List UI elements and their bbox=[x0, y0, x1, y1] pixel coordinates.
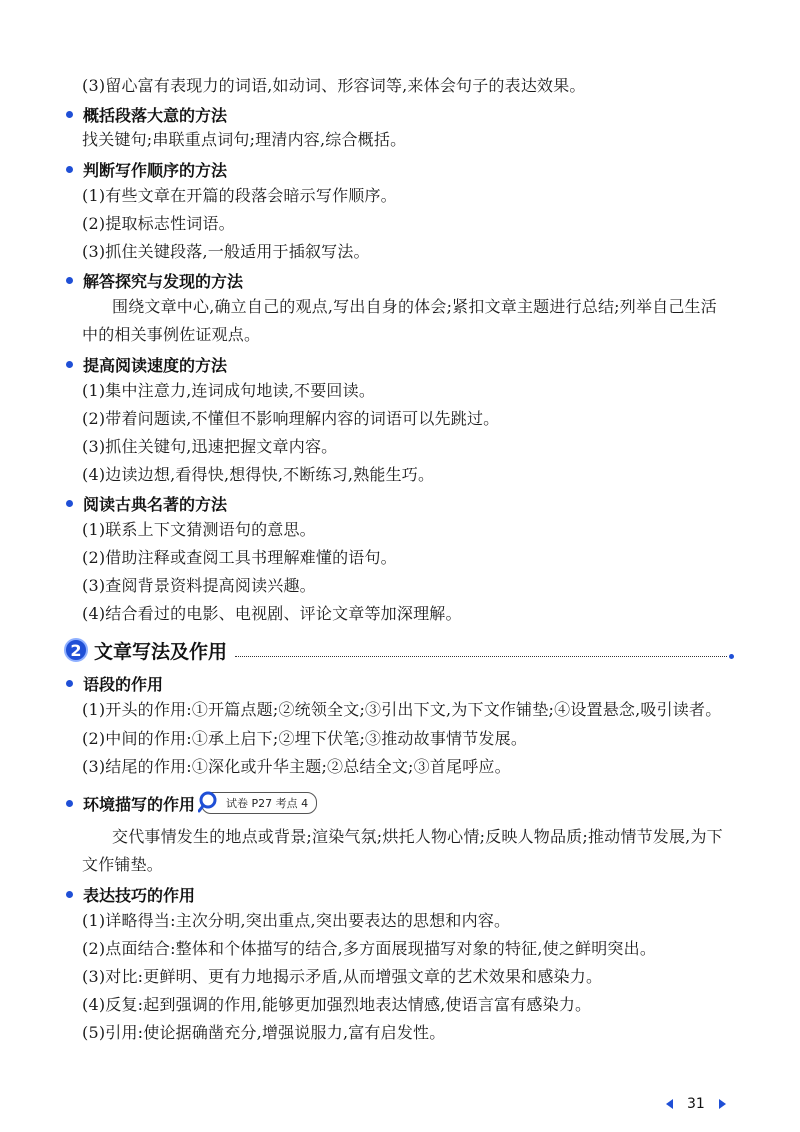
bullet-dot-icon bbox=[66, 111, 73, 118]
subheading bbox=[66, 269, 243, 291]
subheading bbox=[66, 158, 227, 180]
text-line: 找关键句;串联重点词句;理清内容,综合概括。 bbox=[82, 130, 407, 149]
subheading bbox=[66, 492, 227, 514]
text-line: (3)查阅背景资料提高阅读兴趣。 bbox=[82, 576, 316, 595]
subheading-label: 提高阅读速度的方法 bbox=[83, 355, 228, 375]
text-line: (4)边读边想,看得快,想得快,不断练习,熟能生巧。 bbox=[82, 465, 435, 484]
text-line: (3)留心富有表现力的词语,如动词、形容词等,来体会句子的表达效果。 bbox=[82, 76, 586, 95]
text-line: (2)借助注释或查阅工具书理解难懂的语句。 bbox=[82, 548, 397, 567]
text-line: (1)联系上下文猜测语句的意思。 bbox=[82, 520, 316, 539]
text-line: (2)中间的作用:①承上启下;②埋下伏笔;③推动故事情节发展。 bbox=[82, 729, 528, 748]
page-footer bbox=[666, 1094, 726, 1114]
subheading-label: 阅读古典名著的方法 bbox=[83, 494, 228, 514]
subheading-label: 概括段落大意的方法 bbox=[83, 105, 228, 125]
text-line: (2)点面结合:整体和个体描写的结合,多方面展现描写对象的特征,使之鲜明突出。 bbox=[82, 939, 657, 958]
page-number: 31 bbox=[687, 1096, 705, 1112]
text-line: (3)结尾的作用:①深化或升华主题;②总结全文;③首尾呼应。 bbox=[82, 757, 511, 776]
bullet-dot-icon bbox=[66, 277, 73, 284]
section-heading bbox=[64, 636, 734, 664]
bullet-dot-icon bbox=[66, 361, 73, 368]
subheading bbox=[66, 792, 317, 814]
rule-end-dot-icon bbox=[729, 654, 734, 659]
subheading-label: 语段的作用 bbox=[83, 674, 164, 694]
text-line: (3)对比:更鲜明、更有力地揭示矛盾,从而增强文章的艺术效果和感染力。 bbox=[82, 967, 603, 986]
subheading-label: 环境描写的作用 bbox=[83, 794, 196, 814]
bullet-dot-icon bbox=[66, 680, 73, 687]
text-line: (4)反复:起到强调的作用,能够更加强烈地表达情感,使语言富有感染力。 bbox=[82, 995, 592, 1014]
exam-reference-label: 试卷 P27 考点 4 bbox=[226, 797, 309, 810]
prev-page-icon[interactable] bbox=[666, 1099, 673, 1109]
text-line: 文作铺垫。 bbox=[82, 855, 164, 874]
section-number-badge: 2 bbox=[64, 638, 88, 662]
next-page-icon[interactable] bbox=[719, 1099, 726, 1109]
subheading-label: 解答探究与发现的方法 bbox=[83, 271, 244, 291]
text-line: (1)开头的作用:①开篇点题;②统领全文;③引出下文,为下文作铺垫;④设置悬念,吸引读者。 bbox=[82, 700, 722, 719]
text-line: (1)详略得当:主次分明,突出重点,突出要表达的思想和内容。 bbox=[82, 911, 511, 930]
subheading bbox=[66, 672, 163, 694]
text-line: (2)带着问题读,不懂但不影响理解内容的词语可以先跳过。 bbox=[82, 409, 500, 428]
bullet-dot-icon bbox=[66, 166, 73, 173]
text-line: (5)引用:使论据确凿充分,增强说服力,富有启发性。 bbox=[82, 1023, 446, 1042]
subheading-label: 表达技巧的作用 bbox=[83, 885, 196, 905]
text-line: (1)集中注意力,连词成句地读,不要回读。 bbox=[82, 381, 376, 400]
text-line: (3)抓住关键段落,一般适用于插叙写法。 bbox=[82, 242, 370, 261]
text-line: 围绕文章中心,确立自己的观点,写出自身的体会;紧扣文章主题进行总结;列举自己生活 bbox=[112, 297, 717, 316]
subheading bbox=[66, 883, 195, 905]
subheading bbox=[66, 353, 227, 375]
dotted-rule bbox=[235, 656, 727, 657]
text-line: 交代事情发生的地点或背景;渲染气氛;烘托人物心情;反映人物品质;推动情节发展,为下 bbox=[112, 827, 723, 846]
bullet-dot-icon bbox=[66, 800, 73, 807]
text-line: (3)抓住关键句,迅速把握文章内容。 bbox=[82, 437, 338, 456]
text-line: (2)提取标志性词语。 bbox=[82, 214, 235, 233]
subheading bbox=[66, 103, 227, 125]
bullet-dot-icon bbox=[66, 891, 73, 898]
exam-reference-tag[interactable] bbox=[201, 792, 317, 814]
text-line: (4)结合看过的电影、电视剧、评论文章等加深理解。 bbox=[82, 604, 462, 623]
section-title: 文章写法及作用 bbox=[94, 640, 228, 663]
magnifier-icon bbox=[198, 791, 218, 813]
subheading-label: 判断写作顺序的方法 bbox=[83, 160, 228, 180]
text-line: (1)有些文章在开篇的段落会暗示写作顺序。 bbox=[82, 186, 397, 205]
text-line: 中的相关事例佐证观点。 bbox=[82, 325, 261, 344]
bullet-dot-icon bbox=[66, 500, 73, 507]
